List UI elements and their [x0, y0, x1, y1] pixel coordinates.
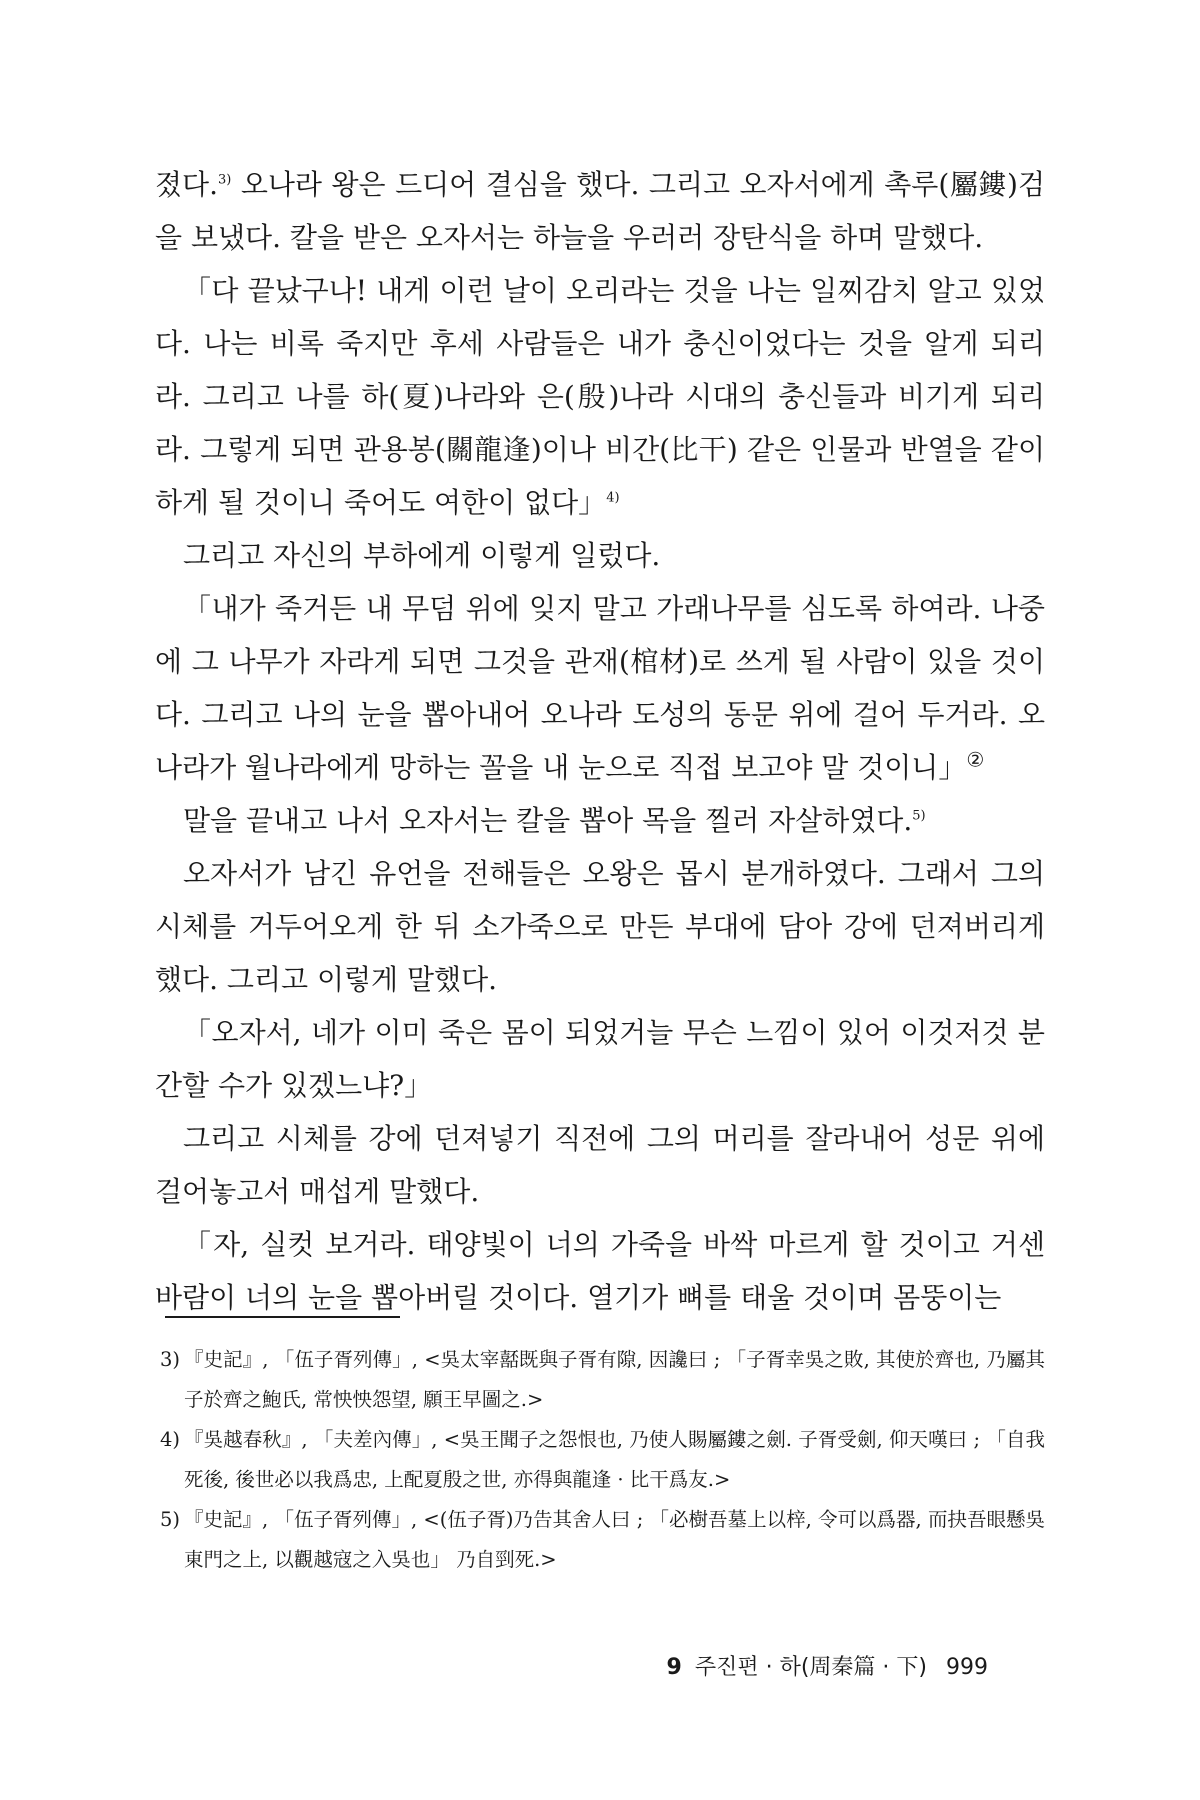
footnote-number: 5) [160, 1508, 181, 1531]
footnote-ref-4: 4) [606, 490, 620, 506]
footnote-3 [160, 1340, 1045, 1420]
paragraph-text: 「오자서, 네가 이미 죽은 몸이 되었거늘 무슨 느낌이 있어 이것저것 분간할 수가 있겠느냐?」 [155, 1016, 1045, 1102]
paragraph-text: 그리고 시체를 강에 던져넣기 직전에 그의 머리를 잘라내어 성문 위에 걸어놓고서 매섭게 말했다. [155, 1122, 1045, 1208]
paragraph-text: 말을 끝내고 나서 오자서는 칼을 뽑아 목을 찔러 자살하였다. [183, 804, 913, 837]
running-footer [667, 1650, 988, 1681]
footnote-text: 『吳越春秋』, 「夫差內傳」, <吳王聞子之怨恨也, 乃使人賜屬鏤之劍. 子胥受劍, 仰天嘆曰 ; 「自我死後, 後世必以我爲忠, 上配夏殷之世, 亦得與龍逢 · 比干爲友.> [184, 1428, 1045, 1491]
footnote-5 [160, 1500, 1045, 1580]
paragraph-7 [155, 1006, 1045, 1112]
paragraph-text: 「다 끝났구나! 내게 이런 날이 오리라는 것을 나는 일찌감치 알고 있었다. 나는 비록 죽지만 후세 사람들은 내가 충신이었다는 것을 알게 되리라. 그리고 나를 하(夏)나라와 은(殷)나라 시대의 충신들과 비기게 되리라. 그렇게 되면 관용봉(關龍逢)이나 비간(比干) 같은 인물과 반열을 같이하게 될 것이니 죽어도 여한이 없다」 [155, 274, 1045, 519]
chapter-title: 주진편 · 하(周秦篇 · 下) [694, 1655, 927, 1680]
paragraph-1 [155, 158, 1045, 264]
footnote-number: 4) [160, 1428, 181, 1451]
paragraph-5 [155, 794, 1045, 847]
paragraph-text: 「자, 실컷 보거라. 태양빛이 너의 가죽을 바싹 마르게 할 것이고 거센 바람이 너의 눈을 뽑아버릴 것이다. 열기가 뼈를 태울 것이며 몸뚱이는 [155, 1228, 1045, 1314]
page-number: 999 [946, 1655, 988, 1680]
footnote-4 [160, 1420, 1045, 1500]
footnotes [160, 1340, 1045, 1580]
paragraph-text: 「내가 죽거든 내 무덤 위에 잊지 말고 가래나무를 심도록 하여라. 나중에 그 나무가 자라게 되면 그것을 관재(棺材)로 쓰게 될 사람이 있을 것이다. 그리고 나의 눈을 뽑아내어 오나라 도성의 동문 위에 걸어 두거라. 오나라가 월나라에게 망하는 꼴을 내 눈으로 직접 보고야 말 것이니」 [155, 592, 1045, 784]
footnote-divider [165, 1316, 400, 1318]
paragraph-text: 그리고 자신의 부하에게 이렇게 일렀다. [183, 539, 661, 572]
paragraph-text: 오자서가 남긴 유언을 전해들은 오왕은 몹시 분개하였다. 그래서 그의 시체를 거두어오게 한 뒤 소가죽으로 만든 부대에 담아 강에 던져버리게 했다. 그리고 이렇게 말했다. [155, 857, 1045, 996]
paragraph-text-continued: 오나라 왕은 드디어 결심을 했다. 그리고 오자서에게 촉루(屬鏤)검을 보냈다. 칼을 받은 오자서는 하늘을 우러러 장탄식을 하며 말했다. [155, 168, 1045, 254]
paragraph-6 [155, 847, 1045, 1006]
footnote-ref-5: 5) [912, 808, 926, 824]
paragraph-3 [155, 529, 1045, 582]
circled-marker: ② [966, 747, 985, 772]
paragraph-8 [155, 1112, 1045, 1218]
footnote-ref-3: 3) [218, 172, 232, 188]
paragraph-2 [155, 264, 1045, 529]
paragraph-9 [155, 1218, 1045, 1324]
footnote-text: 『史記』, 「伍子胥列傳」, <(伍子胥)乃告其舍人曰 ; 「必樹吾墓上以梓, 令可以爲器, 而抉吾眼懸吳東門之上, 以觀越寇之入吳也」 乃自剄死.> [184, 1508, 1045, 1571]
body-text [155, 158, 1045, 1324]
paragraph-4 [155, 582, 1045, 794]
chapter-number: 9 [666, 1655, 682, 1680]
paragraph-text: 졌다. [155, 168, 218, 201]
footnote-text: 『史記』, 「伍子胥列傳」, <吳太宰嚭既與子胥有隙, 因讒曰 ; 「子胥幸吳之敗, 其使於齊也, 乃屬其子於齊之鮑氏, 常怏怏怨望, 願王早圖之.> [184, 1348, 1045, 1411]
footnote-number: 3) [160, 1348, 181, 1371]
